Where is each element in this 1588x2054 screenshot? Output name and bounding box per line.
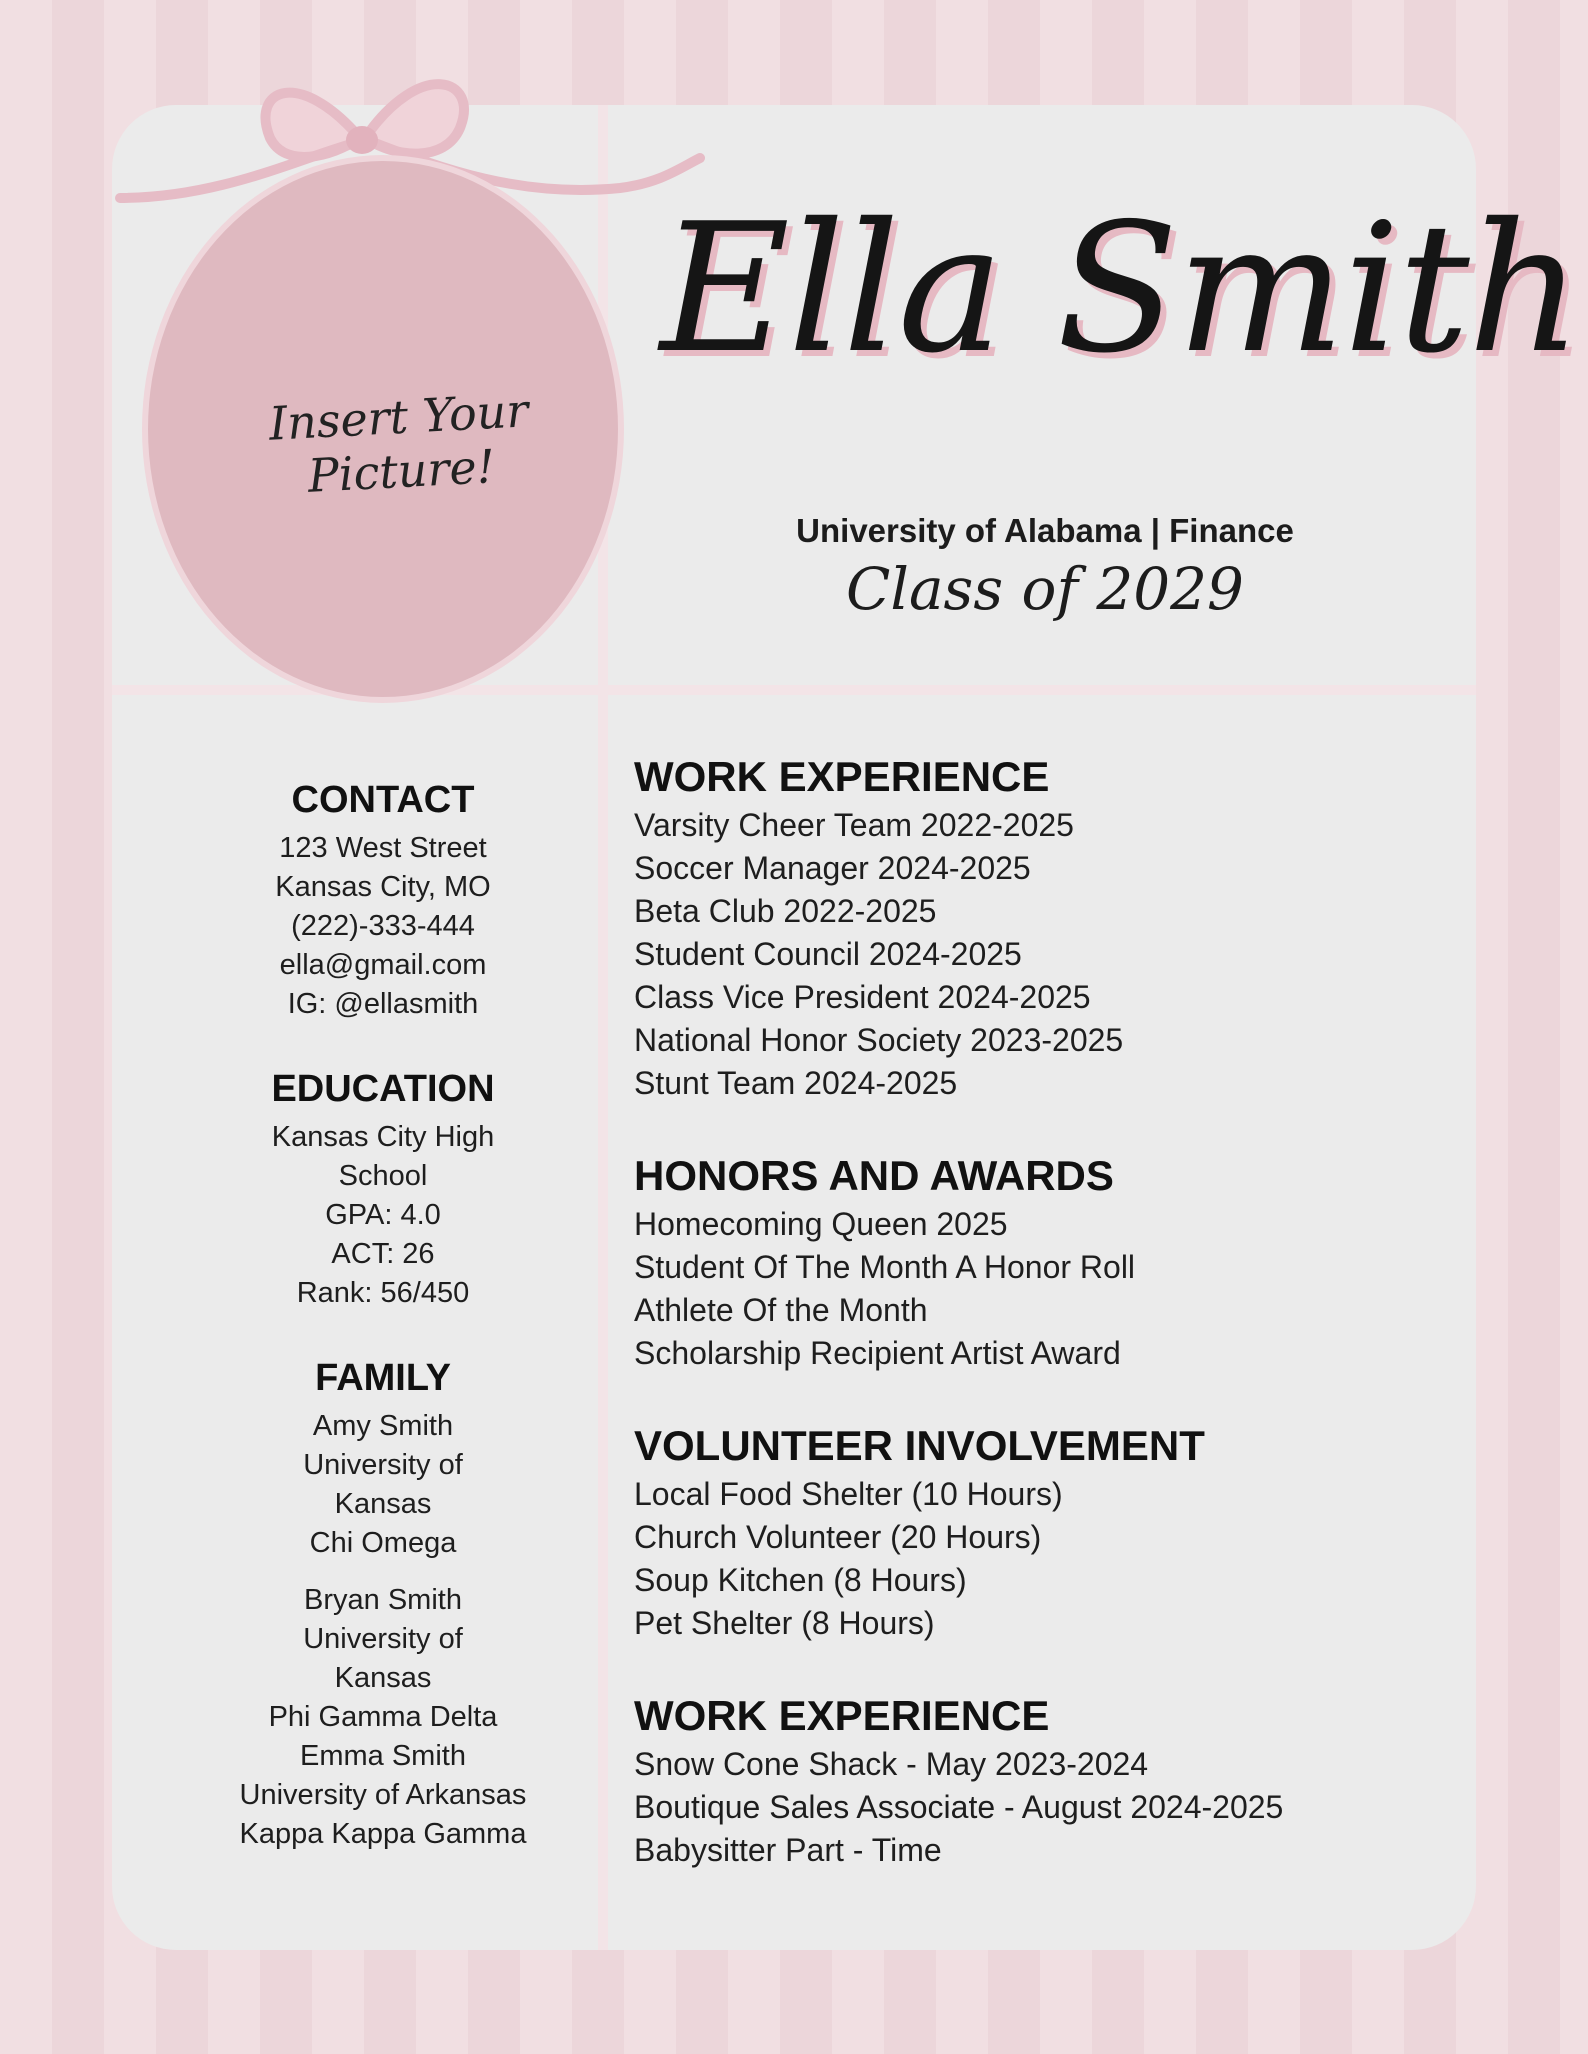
- list-item: Beta Club 2022-2025: [634, 893, 937, 929]
- list-item: Homecoming Queen 2025: [634, 1206, 1008, 1242]
- list-item: Class Vice President 2024-2025: [634, 979, 1091, 1015]
- family-line: Chi Omega: [309, 1527, 457, 1559]
- family-line: Amy Smith: [312, 1410, 454, 1442]
- family-line: Emma Smith: [300, 1740, 466, 1772]
- contact-email: ella@gmail.com: [279, 949, 487, 981]
- honors-title: HONORS AND AWARDS: [634, 1152, 1114, 1199]
- education-title: EDUCATION: [271, 1068, 495, 1110]
- work-experience-title: WORK EXPERIENCE: [634, 753, 1050, 800]
- list-item: Babysitter Part - Time: [634, 1832, 942, 1868]
- list-item: Stunt Team 2024-2025: [634, 1065, 958, 1101]
- name-heading: Ella Smith: [660, 185, 1581, 392]
- contact-title: CONTACT: [291, 779, 475, 821]
- list-item: Student Council 2024-2025: [634, 936, 1022, 972]
- work-experience-section: [634, 750, 1454, 1105]
- contact-phone: (222)-333-444: [291, 910, 475, 942]
- contact-section: [200, 775, 566, 1024]
- volunteer-title: VOLUNTEER INVOLVEMENT: [634, 1422, 1205, 1469]
- family-line: University of Arkansas: [239, 1779, 527, 1811]
- list-item: Snow Cone Shack - May 2023-2024: [634, 1746, 1149, 1782]
- class-year: Class of 2029: [846, 555, 1244, 623]
- volunteer-section: [634, 1419, 1454, 1645]
- education-act: ACT: 26: [331, 1238, 435, 1270]
- family-section: [200, 1353, 566, 1854]
- education-gpa: GPA: 4.0: [325, 1199, 441, 1231]
- education-rank: Rank: 56/450: [296, 1277, 470, 1309]
- list-item: Local Food Shelter (10 Hours): [634, 1476, 1063, 1512]
- family-line: Kappa Kappa Gamma: [239, 1818, 527, 1850]
- work-experience-2-section: [634, 1689, 1454, 1872]
- list-item: National Honor Society 2023-2025: [634, 1022, 1124, 1058]
- family-line: Phi Gamma Delta: [268, 1701, 498, 1733]
- family-line: University of: [303, 1449, 463, 1481]
- contact-instagram: IG: @ellasmith: [287, 988, 479, 1020]
- family-line: Kansas: [334, 1662, 432, 1694]
- family-line: Bryan Smith: [304, 1584, 462, 1616]
- education-line: School: [338, 1160, 428, 1192]
- list-item: Soccer Manager 2024-2025: [634, 850, 1031, 886]
- family-gap: [200, 1563, 566, 1581]
- contact-address: 123 West Street: [279, 832, 487, 864]
- list-item: Boutique Sales Associate - August 2024-2025: [634, 1789, 1284, 1825]
- list-item: Student Of The Month A Honor Roll: [634, 1249, 1136, 1285]
- family-title: FAMILY: [315, 1357, 451, 1399]
- list-item: Varsity Cheer Team 2022-2025: [634, 807, 1074, 843]
- list-item: Pet Shelter (8 Hours): [634, 1605, 935, 1641]
- school-major: University of Alabama | Finance: [796, 512, 1294, 549]
- list-item: Athlete Of the Month: [634, 1292, 928, 1328]
- education-line: Kansas City High: [271, 1121, 495, 1153]
- right-column: [634, 750, 1454, 1916]
- contact-city: Kansas City, MO: [275, 871, 491, 903]
- list-item: Soup Kitchen (8 Hours): [634, 1562, 967, 1598]
- family-line: Kansas: [334, 1488, 432, 1520]
- list-item: Scholarship Recipient Artist Award: [634, 1335, 1121, 1371]
- family-line: University of: [303, 1623, 463, 1655]
- left-column: [200, 775, 566, 1894]
- list-item: Church Volunteer (20 Hours): [634, 1519, 1042, 1555]
- education-section: [200, 1064, 566, 1313]
- photo-placeholder-label: Insert Your Picture!: [267, 383, 530, 503]
- work-experience-2-title: WORK EXPERIENCE: [634, 1692, 1050, 1739]
- honors-section: [634, 1149, 1454, 1375]
